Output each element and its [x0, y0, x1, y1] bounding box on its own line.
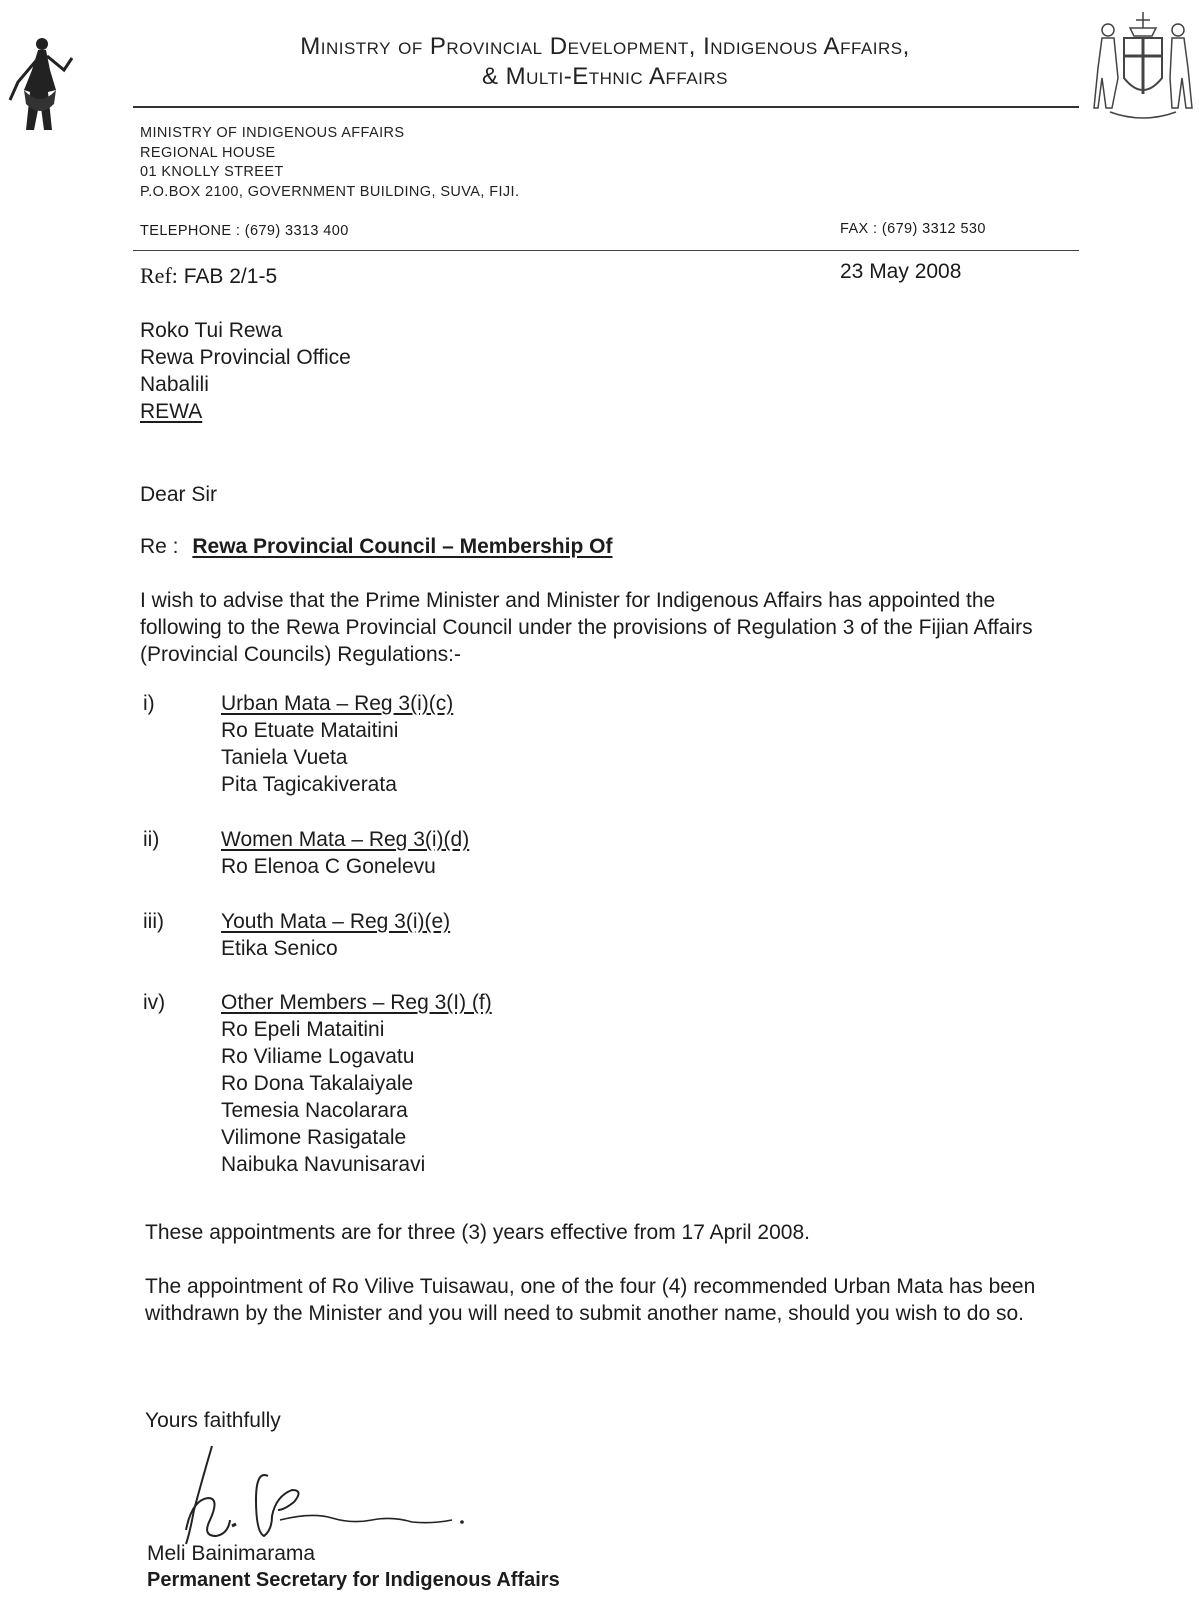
ministry-title — [130, 32, 1080, 92]
withdrawal-paragraph: The appointment of Ro Vilive Tuisawau, one of the four (4) recommended Urban Mata has been withdrawn by the Minister and you will need to submit another name, should you wish to do so. — [145, 1275, 1036, 1325]
fax: FAX : (679) 3312 530 — [840, 221, 986, 237]
subject-prefix: Re : — [140, 535, 179, 558]
addressee-line: Rewa Provincial Office — [140, 346, 351, 369]
address-line: P.O.BOX 2100, GOVERNMENT BUILDING, SUVA, FIJI. — [140, 183, 520, 200]
letterhead-bottom-rule — [133, 250, 1079, 251]
member-name: Ro Viliame Logavatu — [221, 1045, 415, 1068]
member-group-women-mata — [221, 826, 469, 880]
member-name: Ro Dona Takalaiyale — [221, 1072, 414, 1095]
reference-value: FAB 2/1-5 — [183, 265, 278, 288]
addressee-line: Nabalili — [140, 373, 209, 396]
telephone: TELEPHONE : (679) 3313 400 — [140, 223, 349, 239]
ministry-address — [140, 124, 519, 202]
address-line: 01 KNOLLY STREET — [140, 164, 284, 180]
addressee-line: REWA — [140, 400, 203, 423]
addressee-block — [140, 317, 351, 425]
ministry-title-line1: Ministry of Provincial Development, Indigenous Affairs, — [300, 33, 910, 60]
member-group-other-members — [221, 989, 492, 1178]
letter-date: 23 May 2008 — [840, 260, 962, 283]
salutation: Dear Sir — [140, 483, 218, 506]
list-number: iii) — [143, 910, 164, 933]
signer-name: Meli Bainimarama — [147, 1542, 316, 1565]
member-group-urban-mata — [221, 690, 453, 798]
member-name: Ro Etuate Mataitini — [221, 719, 399, 742]
member-name: Taniela Vueta — [221, 746, 348, 769]
address-line: MINISTRY OF INDIGENOUS AFFAIRS — [140, 125, 405, 141]
member-name: Pita Tagicakiverata — [221, 773, 397, 796]
letterhead-top-rule — [133, 106, 1079, 108]
member-group-youth-mata — [221, 908, 450, 962]
handwritten-signature — [172, 1440, 472, 1550]
ministry-title-line2: & Multi-Ethnic Affairs — [481, 63, 729, 90]
addressee-line: Roko Tui Rewa — [140, 319, 283, 342]
figure-emblem-icon — [0, 30, 90, 140]
subject-title: Rewa Provincial Council – Membership Of — [192, 535, 613, 558]
effective-date-paragraph: These appointments are for three (3) years effective from 17 April 2008. — [145, 1221, 810, 1244]
coat-of-arms-icon — [1090, 8, 1196, 126]
intro-paragraph: I wish to advise that the Prime Minister and Minister for Indigenous Affairs has appointed the following to the Rewa Provincial Council under the provisions of Regulation 3 of the Fijian Affairs (Provincial Councils) Regulations:- — [140, 589, 1033, 666]
group-heading: Youth Mata – Reg 3(i)(e) — [221, 910, 451, 933]
signer-title: Permanent Secretary for Indigenous Affairs — [147, 1569, 560, 1591]
member-name: Naibuka Navunisaravi — [221, 1153, 426, 1176]
member-name: Vilimone Rasigatale — [221, 1126, 407, 1149]
group-heading: Other Members – Reg 3(I) (f) — [221, 991, 492, 1014]
list-number: i) — [143, 692, 155, 715]
list-number: iv) — [143, 991, 166, 1014]
member-name: Ro Epeli Mataitini — [221, 1018, 385, 1041]
member-name: Etika Senico — [221, 937, 338, 960]
member-name: Temesia Nacolarara — [221, 1099, 408, 1122]
member-name: Ro Elenoa C Gonelevu — [221, 855, 436, 878]
address-line: REGIONAL HOUSE — [140, 144, 276, 161]
group-heading: Women Mata – Reg 3(i)(d) — [221, 828, 470, 851]
group-heading: Urban Mata – Reg 3(i)(c) — [221, 692, 454, 715]
subject-line — [140, 533, 612, 560]
reference-label: Ref: — [140, 263, 178, 288]
reference — [140, 263, 277, 289]
closing: Yours faithfully — [145, 1409, 281, 1432]
list-number: ii) — [143, 828, 160, 851]
